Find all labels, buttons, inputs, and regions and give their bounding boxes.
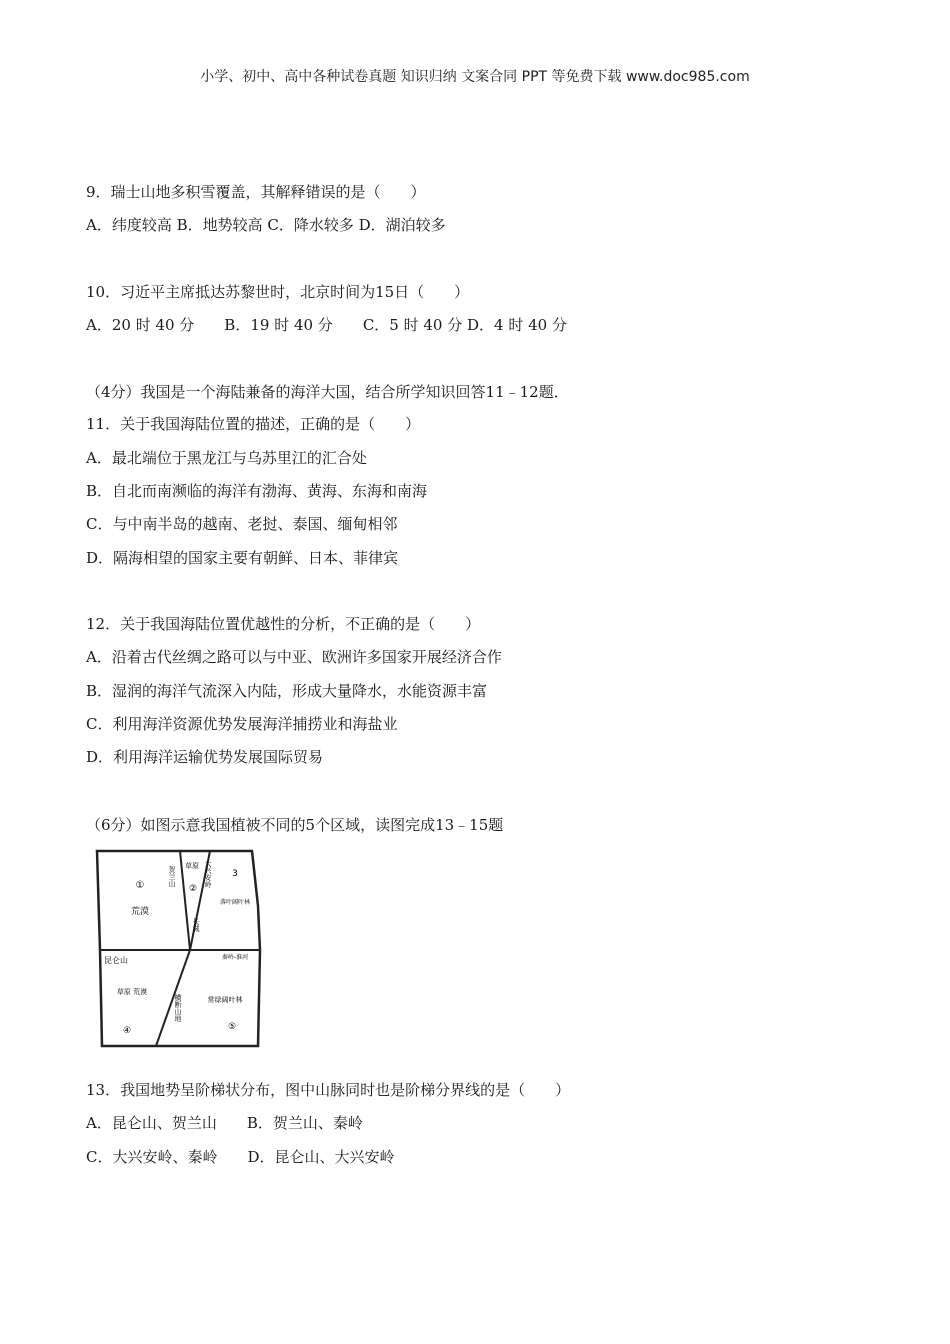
question-11-option-c: C．与中南半岛的越南、老挝、泰国、缅甸相邻 [86,515,398,533]
map-changcheng-label: 长城 [192,918,200,932]
question-11-stem: 11．关于我国海陆位置的描述，正确的是（ ） [86,415,421,433]
section-intro-13-15: （6分）如图示意我国植被不同的5个区域，读图完成13﹣15题 [86,816,504,834]
map-hengduan-label: 横断山地 [174,994,182,1022]
question-12-option-d: D．利用海洋运输优势发展国际贸易 [86,748,324,766]
map-region-4-vegetation: 草原 荒漠 [116,988,148,996]
map-hengduan-line [156,950,190,1046]
question-10-options: A．20 时 40 分 B．19 时 40 分 C．5 时 40 分 D．4 时 40 分 [86,316,567,334]
section-intro-11-12: （4分）我国是一个海陆兼备的海洋大国，结合所学知识回答11﹣12题． [86,383,569,401]
page-header-banner: 小学、初中、高中各种试卷真题 知识归纳 文案合同 PPT 等免费下载 www.doc985.com [200,69,750,85]
question-9-stem: 9．瑞士山地多积雪覆盖，其解释错误的是（ ） [86,183,426,201]
map-region-1-vegetation: 荒漠 [130,907,150,917]
question-12-stem: 12．关于我国海陆位置优越性的分析，不正确的是（ ） [86,615,481,633]
question-11-option-a: A．最北端位于黑龙江与乌苏里江的汇合处 [86,449,367,467]
map-region-5-number: ⑤ [227,1022,237,1032]
map-qinling-label: 秦岭-淮河 [222,954,249,961]
map-region-2-vegetation: 草原 [185,862,199,870]
map-daxing-label: 大兴安岭 [204,860,212,888]
question-11-option-b: B．自北而南濒临的海洋有渤海、黄海、东海和南海 [86,482,428,500]
map-region-1-number: ① [135,880,145,891]
question-10-stem: 10．习近平主席抵达苏黎世时，北京时间为15日（ ） [86,283,470,301]
question-13-options-cd: C．大兴安岭、秦岭 D．昆仑山、大兴安岭 [86,1148,395,1166]
question-12-option-a: A．沿着古代丝绸之路可以与中亚、欧洲许多国家开展经济合作 [86,648,502,666]
question-12-option-b: B．湿润的海洋气流深入内陆，形成大量降水，水能资源丰富 [86,682,488,700]
map-region-3-number: 3 [232,869,238,879]
map-region-4-number: ④ [122,1026,132,1036]
question-13-stem: 13．我国地势呈阶梯状分布，图中山脉同时也是阶梯分界线的是（ ） [86,1081,571,1099]
map-kunlun-label: 昆仑山 [104,956,128,965]
map-region-5-vegetation: 常绿阔叶林 [207,996,243,1004]
question-12-option-c: C．利用海洋资源优势发展海洋捕捞业和海盐业 [86,715,398,733]
map-helan-label: 贺兰山 [168,866,176,887]
question-13-options-ab: A．昆仑山、贺兰山 B．贺兰山、秦岭 [86,1114,363,1132]
question-11-option-d: D．隔海相望的国家主要有朝鲜、日本、菲律宾 [86,549,399,567]
question-9-options: A．纬度较高 B．地势较高 C．降水较多 D．湖泊较多 [86,216,446,234]
map-region-2-number: ② [188,884,198,894]
vegetation-region-map [92,846,272,1058]
map-region-3-vegetation: 落叶阔叶林 [220,899,251,906]
